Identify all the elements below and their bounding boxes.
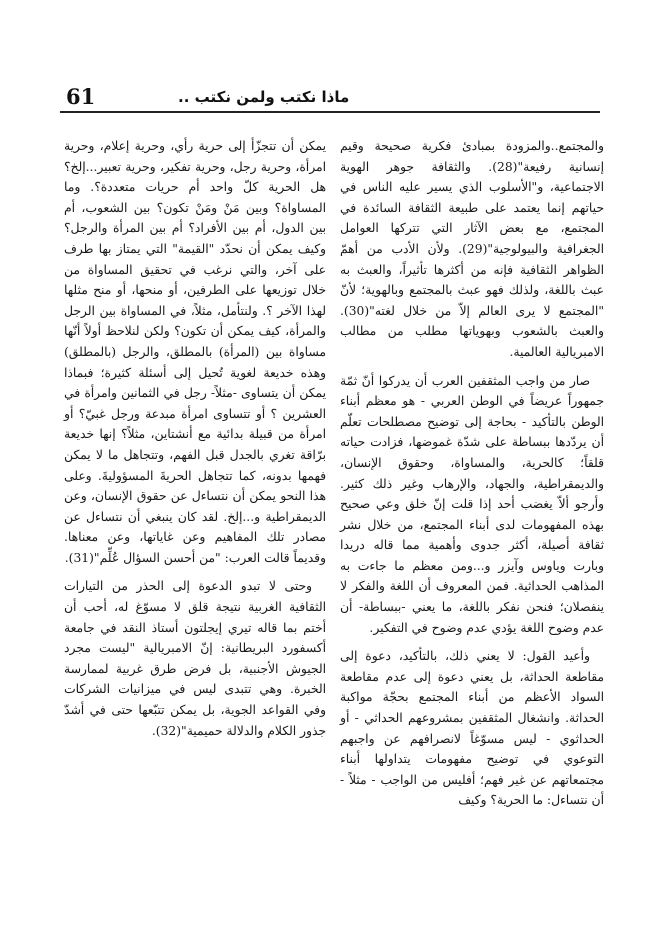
paragraph: صار من واجب المثقفين العرب أن يدركوا أنّ ثمّة جمهوراً عريضاً في الوطن العربي - هو معظم أبناء الوطن بالتأكيد - بحاجة إلى توضيح مصطلحات تعلّم أن يردّدها ببساطة على شدّة غموضها، فزادت حياته قلقاً؛ كالحرية، والمساواة، وحقوق الإنسان، والديمقراطية، والجهاد، والإرهاب وغير ذلك كثير. وأرجو ألاّ يغضب أحد إذا قلت إنّ خلق وعي صحيح بهذه المفهومات لدى أبناء المجتمع، من خلال نشر ثقافة أصيلة، أكثر جدوى وأهمية مما قاله دريدا وبارت وياوس وآيزر و...ومن معظم ما جاءت به المذاهب الحداثية. فمن المعروف أن اللغة والفكر لا ينفصلان؛ فنحن نفكر باللغة، ما يعني -ببساطة- أن عدم وضوح اللغة يؤدي عدم وضوح في التفكير.	[340, 373, 604, 635]
header-divider	[60, 111, 600, 113]
paragraph: يمكن أن تتجزّأ إلى حرية رأي، وحرية إعلام، وحرية امرأة، وحرية رجل، وحرية تفكير، وحرية تعبير...إلخ؟ هل الحرية كلّ واحد أم حريات متعددة؟. وما المساواة؟ وبين مَنْ ومَنْ تكون؟ بين الشعوب، أم بين الدول، أم بين الأفراد؟ أم بين المرأة والرجل؟ وكيف يمكن أن نحدّد "القيمة" التي يمتاز بها طرف على آخر، والتي نرغب في تحقيق المساواة من خلال توزيعها على الطرفين، أو منحها، أو منح مثلها لهذا الآخر ؟. ولنتأمل، مثلاً، في المساواة بين الرجل والمرأة، كيف يمكن أن تكون؟ ولكن لنلاحظ أولاً أنّها مساواة بين (المرأة) بالمطلق، والرجل (بالمطلق) وهذه خديعة لغوية تُحيل إلى أسئلة كثيرة؛ فبماذا يمكن أن يتساوى -مثلاً- رجل في الثمانين وامرأة في العشرين ؟ أو تتساوى امرأة مبدعة ورجل غبيّ؟ أو امرأة من قبيلة بدائية مع أنشتاين، مثلاً؟ إنها خديعة برّاقة تغري بالجدل قبل الفهم، وتتجاهل ما لا يمكن فهمها بدونه، كما تتجاهل الحريةَ المسؤوليةَ. وعلى هذا النحو يمكن أن نتساءل عن حقوق الإنسان، وعن الديمقراطية و...إلخ. لقد كان ينبغي أن نتساءل عن مصادر تلك المفاهيم وعن غاياتها، وعن معناها. وقديماً قالت العرب: "من أحسن السؤال عُلِّم"(31).	[64, 139, 326, 565]
running-header-title: ماذا نكتب ولمن نكتب ..	[178, 88, 350, 106]
page-number: 61	[66, 84, 96, 109]
paragraph: والمجتمع..والمزودة بمبادئ فكرية صحيحة وقيم إنسانية رفيعة"(28). والثقافة جوهر الهوية الاجتماعية، و"الأسلوب الذي يسير عليه الناس في حياتهم إنما يعتمد على طبيعة الثقافة السائدة في المجتمع، مع بعض الآثار التي تتركها العوامل الجغرافية والبيولوجية"(29). ولأن الأدب من أهمّ الظواهر الثقافية فإنه من أكثرها تأثيراً، والعبث به عبث باللغة، ولذلك فهو عبث بالمجتمع وبالهوية؛ لأنّ "المجتمع لا يرى العالم إلاّ من خلال لغته"(30). والعبث بالشعوب وبهوياتها مطلب من مطالب الامبريالية العالمية.	[340, 139, 605, 359]
paragraph: وأعيد القول: لا يعني ذلك، بالتأكيد، دعوة إلى مقاطعة الحداثة، بل يعني دعوة إلى عدم مقاطعة السواد الأعظم من أبناء المجتمع بحجّة مواكبة الحداثة. وانشغال المثقفين بمشروعهم الحداثي - أو الحداثوي - ليس مسوّغاً لانصرافهم عن واجبهم التوعوي في توضيح مفهومات يتداولها أبناء مجتمعاتهم عن غير فهم؛ أفليس من الواجب - مثلاً - أن نتساءل: ما الحرية؟ وكيف	[340, 649, 604, 808]
left-text-column	[64, 136, 326, 749]
right-text-column	[340, 136, 604, 819]
paragraph: وحتى لا تبدو الدعوة إلى الحذر من التيارات الثقافية الغربية نتيجة قلق لا مسوّغ له، أحب أن أختم بما قاله تيري إيجلتون أستاذ النقد في جامعة أكسفورد البريطانية: إنّ الامبريالية "ليست مجرد الجيوش الأجنبية، بل فرض طرق غربية لممارسة الخبرة. وهي تتبدى ليس في ميزانيات الشركات وفي القواعد الجوية، بل يمكن تتبّعها حتى في أشدّ جذور الكلام والدلالة حميمية"(32).	[64, 579, 326, 738]
